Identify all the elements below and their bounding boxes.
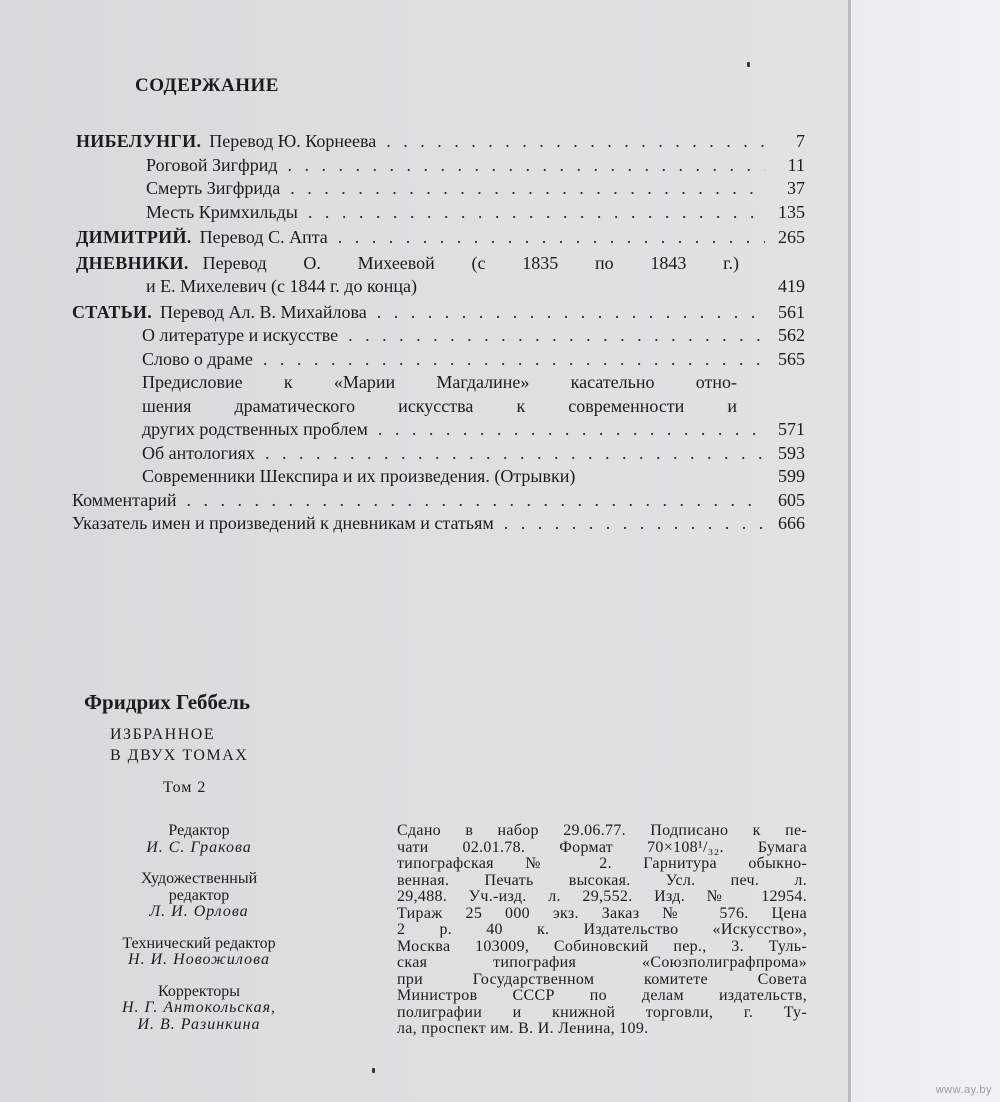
dot-leader xyxy=(253,348,765,372)
imprint-line: венная. Печать высокая. Усл. печ. л. xyxy=(397,871,807,889)
toc-entry-title: СТАТЬИ. xyxy=(72,301,153,322)
ink-speck xyxy=(747,62,750,67)
credit-art-editor xyxy=(84,871,314,921)
imprint-line: 2 р. 40 к. Издательство «Искусство», xyxy=(397,921,807,938)
work-title xyxy=(110,724,248,766)
volume-label: Том 2 xyxy=(163,779,207,796)
dot-leader xyxy=(298,201,765,225)
toc-entry-subtitle xyxy=(189,252,805,276)
toc-entry-subtitle: Перевод Ал. В. Михайлова xyxy=(160,301,367,322)
subtitle-word: 1835 xyxy=(522,252,559,273)
toc-entry-title: НИБЕЛУНГИ. xyxy=(76,131,202,151)
credit-name: Н. И. Новожилова xyxy=(128,951,270,968)
toc-page-number: 419 xyxy=(778,276,805,296)
imprint-line: ла, проспект им. В. И. Ленина, 109. xyxy=(397,1020,649,1037)
toc-entry xyxy=(72,442,805,466)
toc-page-number: 565 xyxy=(778,348,805,369)
dot-leader xyxy=(177,489,765,513)
credit-tech-editor xyxy=(84,936,314,969)
dot-leader xyxy=(367,301,765,325)
subtitle-word: г.) xyxy=(723,252,739,273)
dot-leader xyxy=(368,418,765,442)
toc-page-number: 666 xyxy=(778,513,805,533)
toc-entry-line xyxy=(72,371,805,395)
imprint-line: чати 02.01.78. Формат 70×108¹/₃₂. Бумага xyxy=(397,838,807,856)
dot-leader xyxy=(255,442,765,466)
dot-leader xyxy=(338,324,765,348)
imprint-line: Москва 103009, Собиновский пер., 3. Туль- xyxy=(397,937,807,955)
toc-page-number: 599 xyxy=(778,466,805,486)
toc-entry-title: Комментарий xyxy=(72,489,177,510)
dot-leader xyxy=(494,512,765,536)
toc-page-number: 7 xyxy=(796,131,805,151)
toc-entry xyxy=(72,465,805,489)
credit-role: Редактор xyxy=(168,822,230,839)
imprint-line: Сдано в набор 29.06.77. Подписано к пе- xyxy=(397,822,807,839)
toc-page-number: 562 xyxy=(778,325,805,345)
toc-page-number: 571 xyxy=(778,419,805,439)
imprint-line: Министров СССР по делам издательств, xyxy=(397,987,807,1004)
toc-page-number: 593 xyxy=(778,442,805,463)
toc-entry-title: Указатель имен и произведений к дневникам и статьям xyxy=(72,513,494,533)
toc-entry xyxy=(72,348,805,372)
toc-entry xyxy=(72,177,805,201)
toc-entry xyxy=(72,489,805,513)
contents-heading: СОДЕРЖАНИЕ xyxy=(135,75,279,96)
toc-page-number: 37 xyxy=(787,178,805,198)
imprint-block xyxy=(397,823,807,1038)
imprint-line: ская типография «Союзполиграфпрома» xyxy=(397,954,807,971)
subtitle-word: Михеевой xyxy=(357,252,435,273)
credit-role: редактор xyxy=(168,886,230,904)
toc-entry-title: ДИМИТРИЙ. xyxy=(76,227,192,247)
credit-role: Художественный xyxy=(140,870,258,887)
credit-name: Н. Г. Антокольская, xyxy=(121,999,277,1016)
table-of-contents xyxy=(72,130,805,536)
work-title-line: ИЗБРАННОЕ xyxy=(110,726,216,743)
toc-entry xyxy=(72,418,805,442)
subtitle-word: (с xyxy=(471,252,486,273)
toc-entry xyxy=(72,201,805,225)
toc-entry-title-continued: других родственных проблем xyxy=(142,419,368,439)
credit-name: Л. И. Орлова xyxy=(149,903,249,920)
toc-page-number: 11 xyxy=(787,154,805,175)
credit-role: Технический редактор xyxy=(122,934,276,952)
watermark-text: www.ay.by xyxy=(935,1084,992,1096)
imprint-line: 29,488. Уч.-изд. л. 29,552. Изд. № 12954. xyxy=(397,888,807,905)
subtitle-word: Перевод xyxy=(202,252,267,273)
author-name: Фридрих Геббель xyxy=(84,690,250,714)
subtitle-word: по xyxy=(595,252,614,273)
toc-page-number: 605 xyxy=(778,489,805,510)
toc-entry-title: Современники Шекспира и их произведения. (Отрывки) xyxy=(142,466,576,486)
toc-entry-title-continued: шения драматического искусства к современности и xyxy=(142,395,737,416)
imprint-line: полиграфии и книжной торговли, г. Ту- xyxy=(397,1003,807,1021)
dot-leader xyxy=(328,226,765,250)
toc-page-number: 135 xyxy=(778,201,805,222)
toc-entry-nibelungi xyxy=(72,130,805,154)
imprint-line: Тираж 25 000 экз. Заказ № 576. Цена xyxy=(397,904,807,922)
imprint-line: при Государственном комитете Совета xyxy=(397,970,807,988)
dot-leader xyxy=(280,177,765,201)
toc-page-number: 561 xyxy=(778,301,805,322)
subtitle-word: 1843 xyxy=(650,252,687,273)
toc-entry-title: О литературе и искусстве xyxy=(142,325,339,345)
credit-name: И. С. Гракова xyxy=(146,838,252,856)
toc-entry-dimitriy xyxy=(72,226,805,250)
dot-leader xyxy=(278,154,766,178)
imprint-line: типографская № 2. Гарнитура обыкно- xyxy=(397,855,807,872)
toc-entry-title: Предисловие к «Марии Магдалине» касательно отно- xyxy=(142,372,737,392)
toc-entry-title: Слово о драме xyxy=(142,348,253,369)
toc-entry-title: Об антологиях xyxy=(142,442,255,463)
work-title-line: В ДВУХ ТОМАХ xyxy=(110,747,249,764)
credit-role: Корректоры xyxy=(157,982,241,1000)
toc-entry-subtitle-continued: и Е. Михелевич (с 1844 г. до конца) xyxy=(146,276,418,296)
toc-entry-title: Роговой Зигфрид xyxy=(146,154,278,175)
background-surface xyxy=(851,0,1000,1102)
credit-name: И. В. Разинкина xyxy=(137,1015,261,1033)
toc-entry-subtitle: Перевод С. Апта xyxy=(199,227,328,247)
toc-entry-dnevniki xyxy=(72,252,805,276)
toc-entry-title: Месть Кримхильды xyxy=(146,201,298,222)
toc-page-number: 265 xyxy=(778,227,805,247)
credit-editor xyxy=(84,823,314,856)
credits-block xyxy=(84,823,314,1048)
toc-entry xyxy=(72,512,805,536)
toc-entry-stati xyxy=(72,301,805,325)
toc-entry-title: Смерть Зигфрида xyxy=(146,178,281,198)
toc-entry-line xyxy=(72,395,805,419)
toc-entry xyxy=(72,324,805,348)
toc-entry-title: ДНЕВНИКИ. xyxy=(76,252,189,273)
ink-speck xyxy=(372,1068,375,1073)
dot-leader xyxy=(376,130,765,154)
toc-entry-subtitle: Перевод Ю. Корнеева xyxy=(209,131,377,151)
toc-entry xyxy=(72,154,805,178)
toc-entry-continuation xyxy=(72,275,805,299)
credit-correctors xyxy=(84,984,314,1034)
subtitle-word: О. xyxy=(303,252,321,273)
